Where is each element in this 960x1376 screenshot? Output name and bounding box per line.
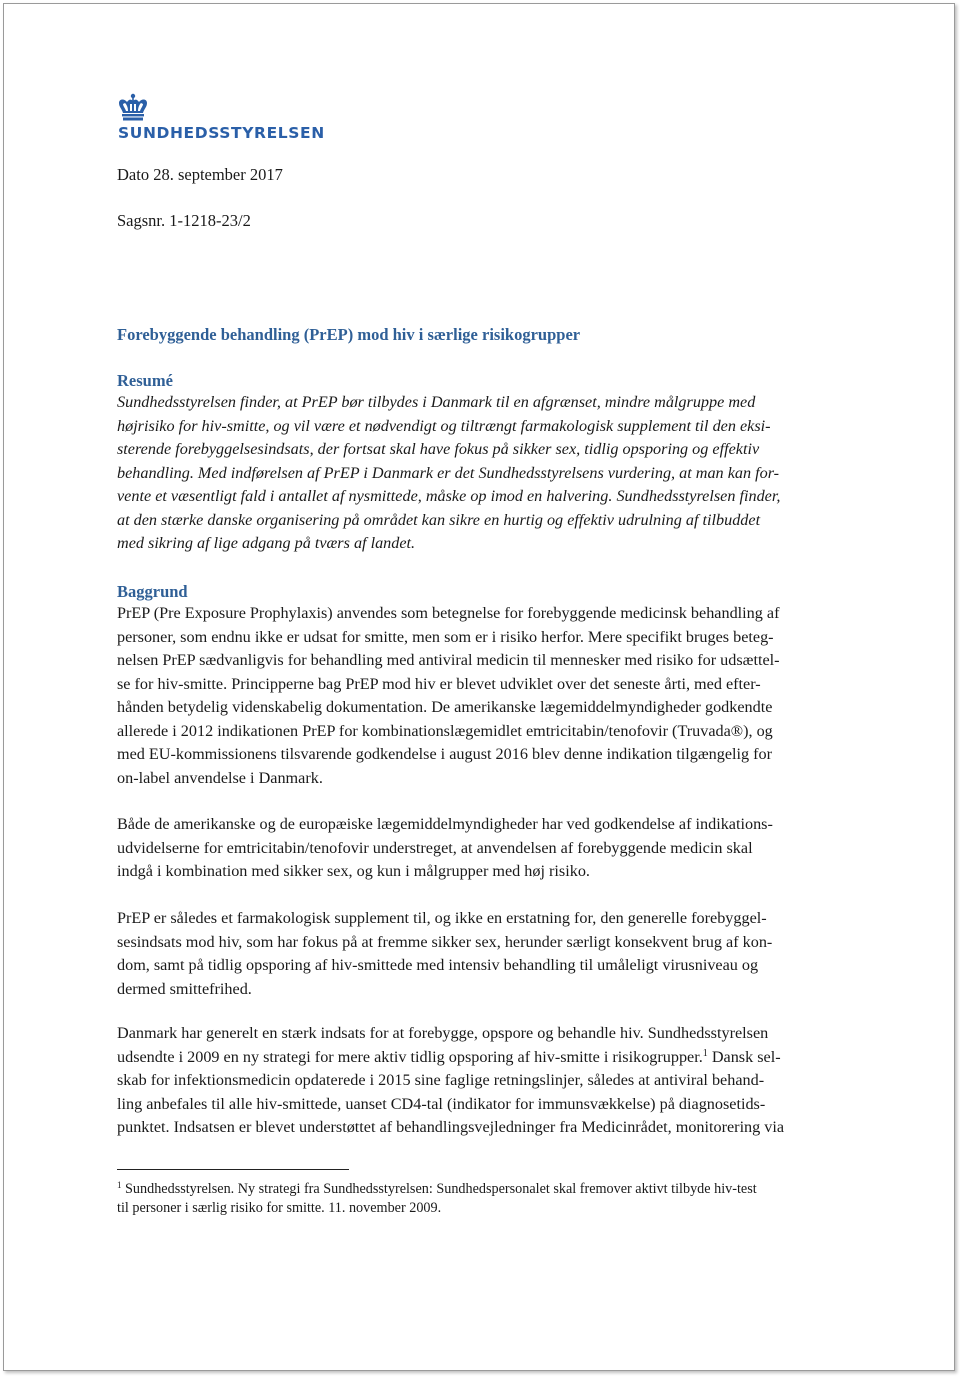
text-line: se for hiv-smitte. Principperne bag PrEP mod hiv er blevet udviklet over det seneste årti, med efter- [117, 674, 761, 693]
text-line: behandling. Med indførelsen af PrEP i Danmark er det Sundhedsstyrelsens vurdering, at man kan for- [117, 463, 780, 482]
text-line: med sikring af lige adgang på tværs af landet. [117, 534, 416, 552]
text-line [117, 1046, 857, 1070]
case-number: Sagsnr. 1-1218-23/2 [117, 211, 251, 230]
resume-paragraph [117, 391, 857, 556]
footnote-line: til personer i særlig risiko for smitte. 11. november 2009. [117, 1200, 442, 1216]
text-line: Danmark har generelt en stærk indsats for at forebygge, opspore og behandle hiv. Sundhedsstyrelsen [117, 1024, 769, 1042]
text-line: med EU-kommissionens tilsvarende godkendelse i august 2016 blev denne indikation tilgængelig for [117, 745, 773, 763]
footnote-text: Sundhedsstyrelsen. Ny strategi fra Sundhedsstyrelsen: Sundhedspersonalet skal fremover aktivt tilbyde hiv-test [121, 1181, 757, 1197]
text-line: allerede i 2012 indikationen PrEP for kombinationslægemidlet emtricitabin/tenofovir (Truvada®), og [117, 721, 773, 740]
text-line: skab for infektionsmedicin opdaterede i 2015 sine faglige retningslinjer, således at antiviral behand- [117, 1071, 765, 1089]
text-line: punktet. Indsatsen er blevet understøttet af behandlingsvejledninger fra Medicinrådet, monitorering via [117, 1118, 785, 1136]
text-line: sterende forebyggelsesindsats, der fortsat skal have fokus på sikker sex, tidlig opsporing og effektiv [117, 440, 760, 458]
resume-heading: Resumé [117, 371, 173, 390]
text-line: personer, som endnu ikke er udsat for smitte, men som er i risiko herfor. Mere specifikt bruges beteg- [117, 627, 774, 646]
text-line: on-label anvendelse i Danmark. [117, 768, 323, 787]
text-line: Både de amerikanske og de europæiske lægemiddelmyndigheder har ved godkendelse af indikations- [117, 815, 773, 833]
text-line: dom, samt på tidlig opsporing af hiv-smittede med intensiv behandling til umåleligt virusniveau og [117, 956, 759, 974]
text-line: dermed smittefrihed. [117, 979, 252, 998]
background-paragraph-3 [117, 907, 857, 1001]
text-line: PrEP (Pre Exposure Prophylaxis) anvendes som betegnelse for forebyggende medicinsk behandling af [117, 604, 780, 622]
text-line: Sundhedsstyrelsen finder, at PrEP bør tilbydes i Danmark til en afgrænset, mindre målgruppe med [117, 393, 756, 411]
background-heading: Baggrund [117, 582, 188, 601]
text-line-start: udsendte i 2009 en ny strategi for mere aktiv tidlig opsporing af hiv-smitte i risikogrupper. [117, 1047, 703, 1066]
background-paragraph-2 [117, 813, 857, 884]
text-line-end: Dansk sel- [707, 1047, 781, 1066]
text-line: hånden betydelig videnskabelig dokumentation. De amerikanske lægemiddelmyndigheder godkendte [117, 698, 773, 716]
text-line: PrEP er således et farmakologisk supplement til, og ikke en erstatning for, den generelle forebyggel- [117, 909, 767, 927]
document-title: Forebyggende behandling (PrEP) mod hiv i særlige risikogrupper [117, 325, 581, 344]
footnote-line [117, 1180, 857, 1199]
text-line: ling anbefales til alle hiv-smittede, uanset CD4-tal (indikator for immunsvækkelse) på diagnosetids- [117, 1094, 766, 1113]
background-paragraph-4 [117, 1022, 857, 1140]
text-line: højrisiko for hiv-smitte, og vil være et nødvendigt og tiltrængt farmakologisk supplement til den eksi- [117, 416, 771, 435]
footnote-reference[interactable]: 1 [702, 1047, 708, 1059]
text-line: vente et væsentligt fald i antallet af nysmittede, måske op imod en halvering. Sundhedsstyrelsen finder, [117, 487, 781, 505]
footnote-marker: 1 [117, 1180, 122, 1190]
crown-icon [116, 93, 150, 123]
footnote-divider [117, 1169, 349, 1170]
text-line: nelsen PrEP sædvanligvis for behandling med antiviral medicin til mennesker med risiko for udsættel- [117, 651, 780, 669]
text-line: sesindsats mod hiv, som har fokus på at fremme sikker sex, herunder særligt konsekvent brug af kon- [117, 932, 773, 951]
text-line: at den stærke danske organisering på området kan sikre en hurtig og effektiv udrulning af tilbuddet [117, 510, 761, 529]
document-date: Dato 28. september 2017 [117, 165, 283, 184]
footnote [117, 1180, 857, 1218]
logo-wordmark: SUNDHEDSSTYRELSEN [118, 124, 325, 142]
text-line: indgå i kombination med sikker sex, og kun i målgrupper med høj risiko. [117, 862, 590, 880]
background-paragraph-1 [117, 602, 857, 790]
text-line: udvidelserne for emtricitabin/tenofovir understreget, at anvendelsen af forebyggende medicin skal [117, 838, 753, 857]
